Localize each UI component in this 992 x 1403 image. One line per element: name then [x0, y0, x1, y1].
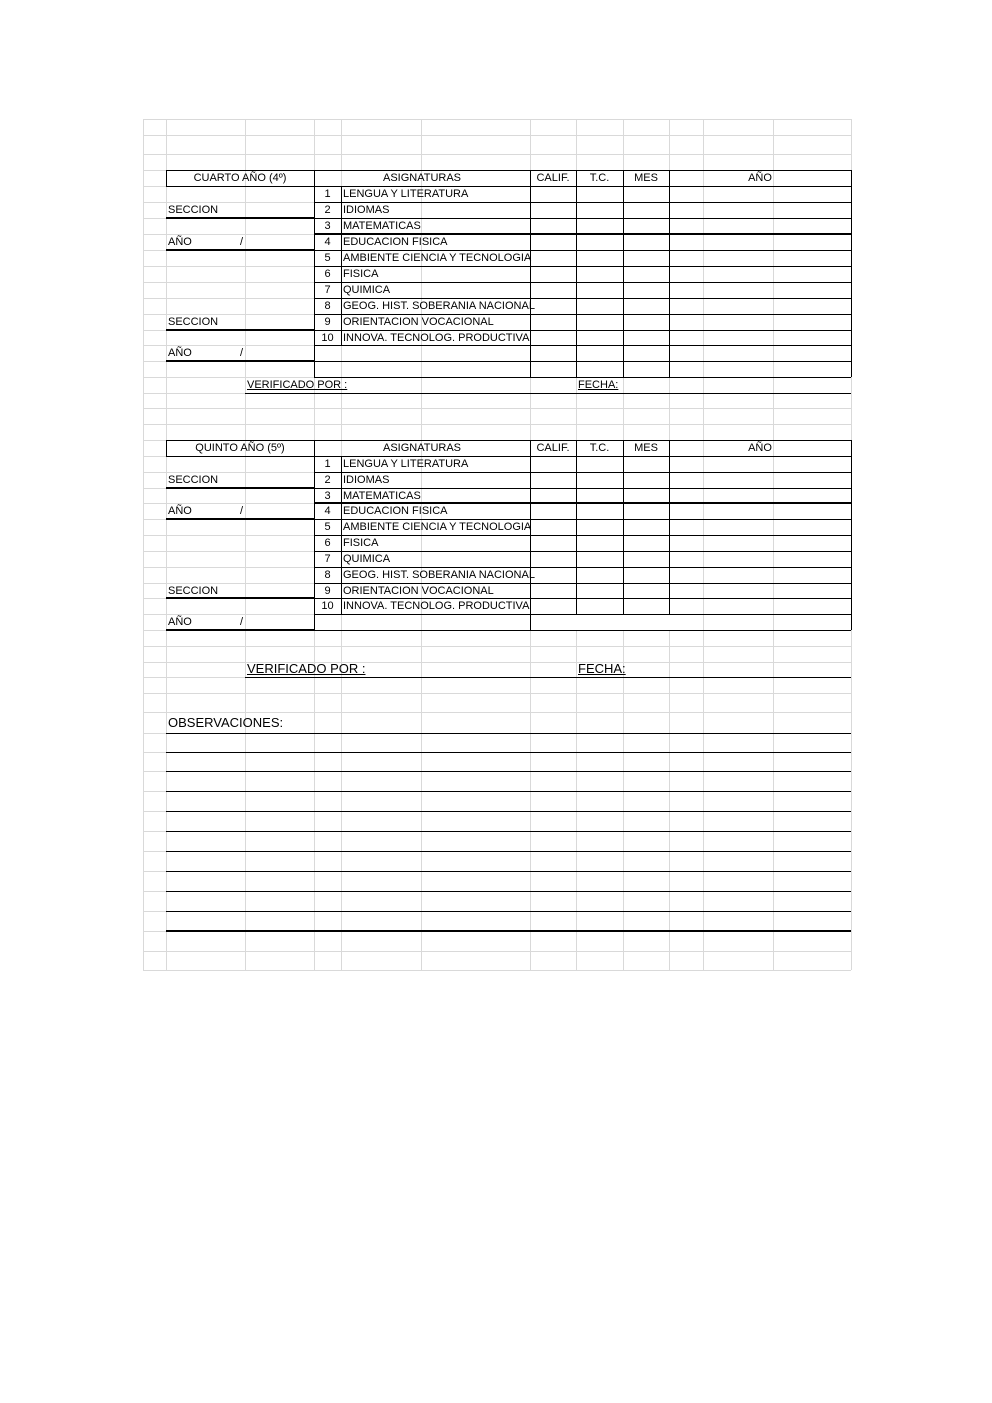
tc-cell[interactable]	[576, 583, 623, 598]
mes-cell[interactable]	[623, 551, 669, 567]
mes-cell[interactable]	[623, 519, 669, 535]
subject-number: 8	[324, 300, 331, 312]
observation-line[interactable]	[166, 811, 851, 831]
anio-cell[interactable]	[669, 202, 851, 218]
subject-name: FISICA	[343, 537, 379, 549]
subject-name: IDIOMAS	[343, 204, 390, 216]
tc-cell[interactable]	[576, 250, 623, 266]
date-slash: /	[240, 347, 244, 359]
rule-line	[851, 440, 852, 630]
calif-cell[interactable]	[530, 456, 576, 472]
mes-cell[interactable]	[623, 535, 669, 551]
anio-cell[interactable]	[669, 282, 851, 298]
calif-cell[interactable]	[530, 218, 576, 234]
anio-cell[interactable]	[669, 250, 851, 266]
calif-cell[interactable]	[530, 282, 576, 298]
header-tc: T.C.	[589, 172, 610, 184]
subject-number: 2	[324, 474, 331, 486]
tc-cell[interactable]	[576, 598, 623, 614]
subject-number: 5	[324, 521, 331, 533]
table-title: QUINTO AÑO (5º)	[195, 442, 285, 454]
header-tc: T.C.	[589, 442, 610, 454]
date-slash: /	[240, 236, 244, 248]
mes-cell[interactable]	[623, 472, 669, 488]
rule-line	[166, 217, 314, 219]
header-anio: AÑO	[748, 442, 772, 454]
tc-cell[interactable]	[576, 535, 623, 551]
date-slash: /	[240, 616, 244, 628]
tc-cell[interactable]	[576, 298, 623, 314]
gridline	[143, 646, 851, 647]
seccion-label: SECCION	[168, 204, 219, 216]
mes-cell[interactable]	[623, 456, 669, 472]
rule-line	[341, 456, 342, 614]
cell-mask	[669, 615, 670, 630]
mes-cell[interactable]	[623, 202, 669, 218]
fecha-label: FECHA:	[578, 661, 626, 676]
mes-cell[interactable]	[623, 250, 669, 266]
verificado-label: VERIFICADO POR :	[247, 661, 366, 676]
observation-line[interactable]	[166, 791, 851, 811]
date-slash: /	[240, 505, 244, 517]
anio-cell[interactable]	[669, 598, 851, 614]
anio-cell[interactable]	[669, 583, 851, 598]
anio-cell[interactable]	[669, 567, 851, 583]
gridline	[143, 154, 851, 155]
observation-line[interactable]	[166, 752, 851, 771]
calif-cell[interactable]	[530, 314, 576, 330]
anio-cell[interactable]	[669, 330, 851, 345]
fecha-label: FECHA:	[578, 379, 619, 391]
gridline	[143, 408, 851, 409]
subject-name: AMBIENTE CIENCIA Y TECNOLOGIA	[343, 521, 532, 533]
calif-cell[interactable]	[530, 535, 576, 551]
mes-cell[interactable]	[623, 503, 669, 519]
tc-cell[interactable]	[576, 472, 623, 488]
cell-mask	[623, 615, 624, 630]
calif-cell[interactable]	[530, 250, 576, 266]
subject-name: QUIMICA	[343, 553, 391, 565]
seccion-label: SECCION	[168, 585, 219, 597]
rule-line	[245, 393, 851, 394]
subject-number: 4	[324, 505, 331, 517]
subject-name: IDIOMAS	[343, 474, 390, 486]
rule-line	[245, 677, 851, 678]
gridline	[143, 424, 851, 425]
subject-number: 10	[321, 600, 334, 612]
mes-cell[interactable]	[623, 234, 669, 250]
anio-cell[interactable]	[669, 551, 851, 567]
subject-number: 9	[324, 316, 331, 328]
calif-cell[interactable]	[530, 503, 576, 519]
tc-cell[interactable]	[576, 567, 623, 583]
calif-cell[interactable]	[530, 298, 576, 314]
subject-name: INNOVA. TECNOLOG. PRODUCTIVA	[343, 332, 530, 344]
subject-number: 7	[324, 553, 331, 565]
anio-cell[interactable]	[669, 314, 851, 330]
subject-number: 2	[324, 204, 331, 216]
anio-cell[interactable]	[669, 503, 851, 519]
rule-line	[341, 186, 342, 345]
mes-cell[interactable]	[623, 488, 669, 503]
tc-cell[interactable]	[576, 202, 623, 218]
header-asignaturas: ASIGNATURAS	[382, 442, 462, 454]
calif-cell[interactable]	[530, 266, 576, 282]
tc-cell[interactable]	[576, 234, 623, 250]
subject-number: 3	[324, 490, 331, 502]
tc-cell[interactable]	[576, 503, 623, 519]
subject-name: GEOG. HIST. SOBERANIA NACIONAL	[343, 300, 535, 312]
header-mes: MES	[634, 172, 658, 184]
calif-cell[interactable]	[530, 583, 576, 598]
calif-cell[interactable]	[530, 234, 576, 250]
anio-cell[interactable]	[669, 218, 851, 234]
subject-name: LENGUA Y LITERATURA	[343, 458, 469, 470]
observation-line[interactable]	[166, 831, 851, 851]
seccion-label: SECCION	[168, 474, 219, 486]
calif-cell[interactable]	[530, 519, 576, 535]
subject-name: EDUCACION FISICA	[343, 236, 448, 248]
subject-number: 9	[324, 585, 331, 597]
tc-cell[interactable]	[576, 551, 623, 567]
subject-name: AMBIENTE CIENCIA Y TECNOLOGIA	[343, 252, 532, 264]
subject-name: EDUCACION FISICA	[343, 505, 448, 517]
header-asignaturas: ASIGNATURAS	[382, 172, 462, 184]
tc-cell[interactable]	[576, 282, 623, 298]
subject-number: 4	[324, 236, 331, 248]
mes-cell[interactable]	[623, 567, 669, 583]
rule-line	[851, 170, 852, 377]
calif-cell[interactable]	[530, 567, 576, 583]
tc-cell[interactable]	[576, 186, 623, 202]
gridline	[143, 970, 851, 971]
observation-line[interactable]	[166, 733, 851, 752]
anio-cell[interactable]	[669, 472, 851, 488]
subject-name: GEOG. HIST. SOBERANIA NACIONAL	[343, 569, 535, 581]
seccion-label: SECCION	[168, 316, 219, 328]
rule-line	[314, 361, 851, 362]
tc-cell[interactable]	[576, 266, 623, 282]
rule-line	[166, 360, 314, 362]
tc-cell[interactable]	[576, 488, 623, 503]
rule-line	[166, 487, 314, 489]
header-calif: CALIF.	[536, 442, 570, 454]
subject-number: 1	[324, 188, 331, 200]
tc-cell[interactable]	[576, 314, 623, 330]
anio-cell[interactable]	[669, 535, 851, 551]
calif-cell[interactable]	[530, 488, 576, 503]
tc-cell[interactable]	[576, 519, 623, 535]
subject-name: MATEMATICAS	[343, 220, 421, 232]
calif-cell[interactable]	[530, 186, 576, 202]
anio-label: AÑO	[168, 505, 192, 517]
observation-line[interactable]	[166, 771, 851, 791]
calif-cell[interactable]	[530, 330, 576, 345]
anio-label: AÑO	[168, 236, 192, 248]
mes-cell[interactable]	[623, 598, 669, 614]
anio-cell[interactable]	[669, 266, 851, 282]
tc-cell[interactable]	[576, 330, 623, 345]
mes-cell[interactable]	[623, 282, 669, 298]
rule-line	[314, 630, 851, 631]
subject-number: 3	[324, 220, 331, 232]
subject-name: FISICA	[343, 268, 379, 280]
mes-cell[interactable]	[623, 583, 669, 598]
cell-mask	[576, 615, 577, 630]
anio-cell[interactable]	[669, 234, 851, 250]
anio-cell[interactable]	[669, 519, 851, 535]
gridline	[143, 119, 144, 970]
mes-cell[interactable]	[623, 186, 669, 202]
anio-cell[interactable]	[669, 186, 851, 202]
subject-name: ORIENTACION VOCACIONAL	[343, 316, 494, 328]
subject-number: 6	[324, 537, 331, 549]
anio-cell[interactable]	[669, 488, 851, 503]
observation-line[interactable]	[166, 891, 851, 911]
verificado-label: VERIFICADO POR :	[247, 379, 348, 391]
observation-line[interactable]	[166, 851, 851, 871]
mes-cell[interactable]	[623, 298, 669, 314]
calif-cell[interactable]	[530, 598, 576, 614]
observation-line[interactable]	[166, 712, 851, 733]
subject-number: 10	[321, 332, 334, 344]
rule-line	[314, 345, 851, 346]
mes-cell[interactable]	[623, 218, 669, 234]
calif-cell[interactable]	[530, 551, 576, 567]
gridline	[143, 951, 851, 952]
subject-number: 6	[324, 268, 331, 280]
subject-number: 5	[324, 252, 331, 264]
observation-line[interactable]	[166, 871, 851, 891]
header-mes: MES	[634, 442, 658, 454]
gridline	[143, 135, 851, 136]
anio-label: AÑO	[168, 616, 192, 628]
subject-number: 7	[324, 284, 331, 296]
subject-name: QUIMICA	[343, 284, 391, 296]
subject-number: 8	[324, 569, 331, 581]
header-anio: AÑO	[748, 172, 772, 184]
tc-cell[interactable]	[576, 456, 623, 472]
gridline	[143, 119, 851, 120]
subject-name: INNOVA. TECNOLOG. PRODUCTIVA	[343, 600, 530, 612]
rule-line	[166, 249, 314, 251]
rule-line	[314, 614, 851, 615]
anio-label: AÑO	[168, 347, 192, 359]
header-calif: CALIF.	[536, 172, 570, 184]
observaciones-label: OBSERVACIONES:	[168, 715, 284, 730]
anio-cell[interactable]	[669, 456, 851, 472]
mes-cell[interactable]	[623, 314, 669, 330]
rule-line	[166, 629, 314, 631]
rule-line	[166, 329, 314, 331]
tc-cell[interactable]	[576, 218, 623, 234]
subject-number: 1	[324, 458, 331, 470]
subject-name: ORIENTACION VOCACIONAL	[343, 585, 494, 597]
observation-line[interactable]	[166, 911, 851, 931]
gridline	[143, 693, 851, 694]
subject-name: MATEMATICAS	[343, 490, 421, 502]
subject-name: LENGUA Y LITERATURA	[343, 188, 469, 200]
calif-cell[interactable]	[530, 202, 576, 218]
rule-line	[166, 518, 314, 520]
mes-cell[interactable]	[623, 266, 669, 282]
mes-cell[interactable]	[623, 330, 669, 345]
table-title: CUARTO AÑO (4º)	[193, 172, 287, 184]
anio-cell[interactable]	[669, 298, 851, 314]
calif-cell[interactable]	[530, 472, 576, 488]
